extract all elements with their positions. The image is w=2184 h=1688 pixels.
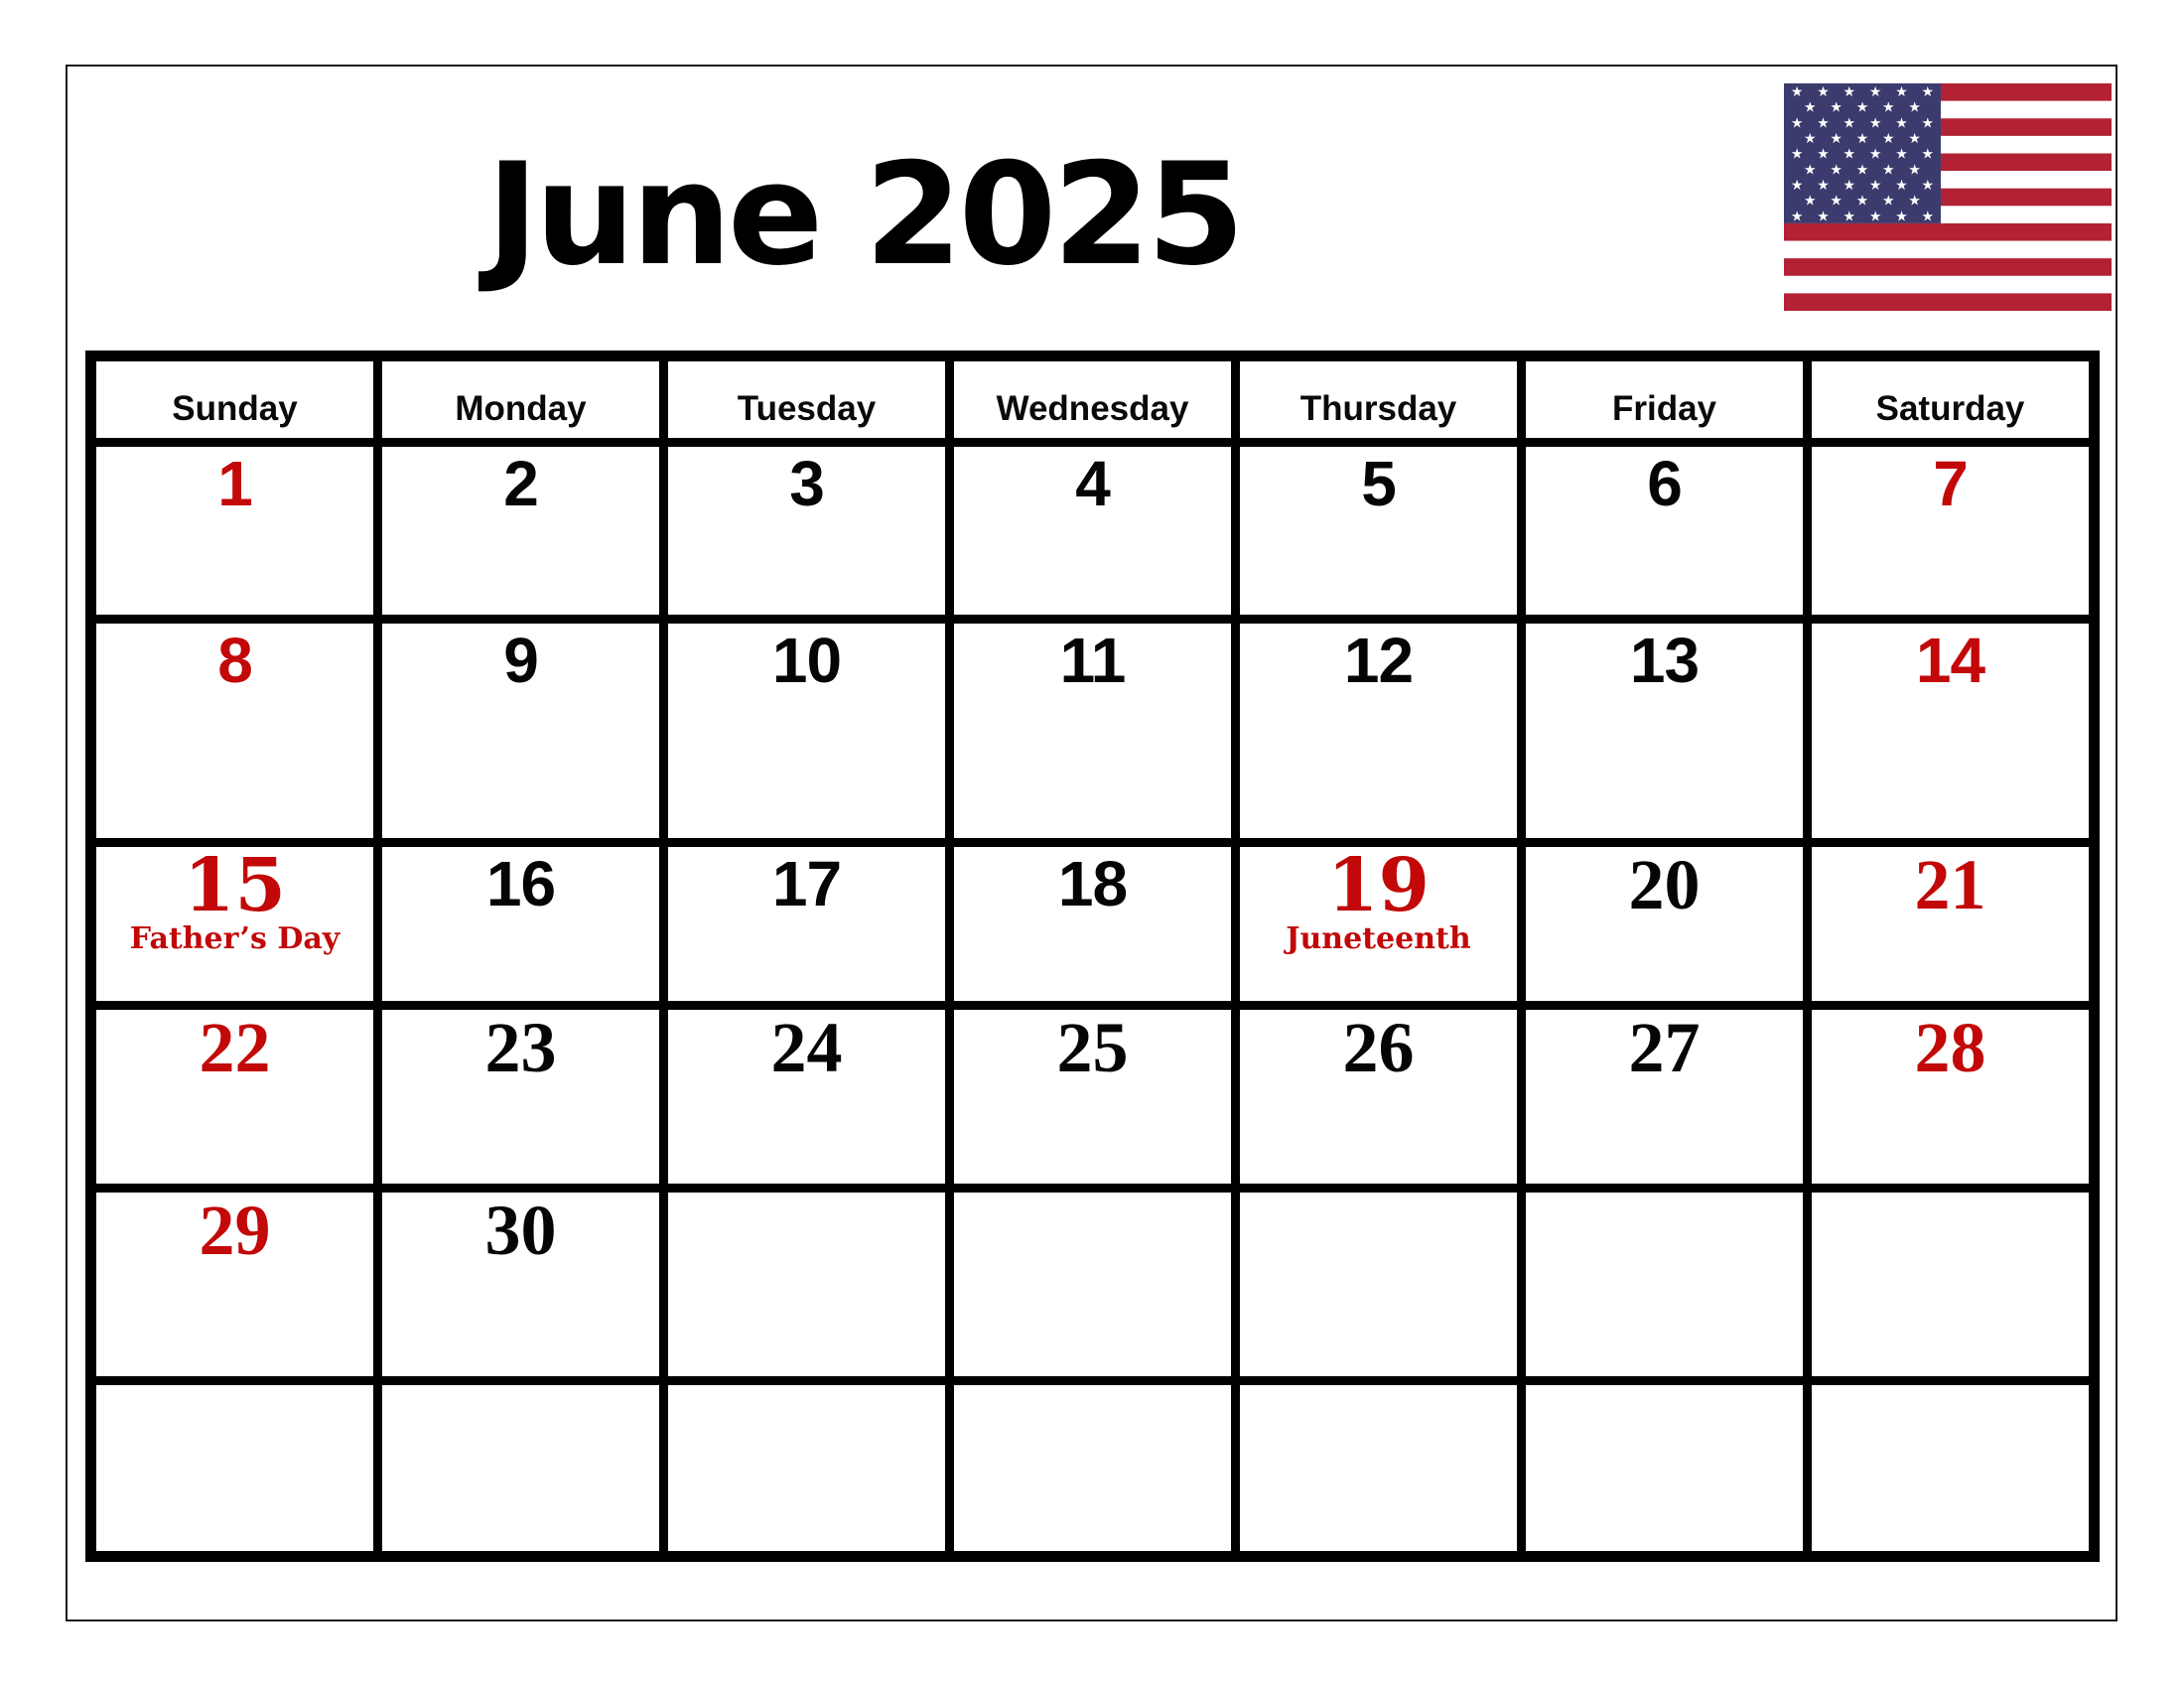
weekday-header-tuesday: Tuesday bbox=[668, 361, 945, 438]
day-number: 15 bbox=[184, 843, 286, 928]
svg-text:★: ★ bbox=[1817, 177, 1830, 194]
day-cell-13 bbox=[1526, 624, 1803, 838]
day-number: 12 bbox=[1343, 625, 1414, 696]
calendar-grid bbox=[85, 351, 2100, 1562]
day-cell-19 bbox=[1240, 843, 1517, 1001]
day-cell-empty bbox=[668, 1193, 945, 1376]
day-number: 17 bbox=[771, 848, 842, 919]
day-cell-29 bbox=[96, 1193, 373, 1376]
svg-text:★: ★ bbox=[1882, 193, 1895, 210]
svg-text:★: ★ bbox=[1817, 115, 1830, 132]
day-cell-7 bbox=[1812, 447, 2089, 615]
day-cell-empty bbox=[1526, 1385, 1803, 1551]
weekday-header-thursday: Thursday bbox=[1240, 361, 1517, 438]
day-number: 29 bbox=[199, 1191, 271, 1270]
day-cell-6 bbox=[1526, 447, 1803, 615]
svg-text:★: ★ bbox=[1790, 209, 1804, 225]
day-cell-5 bbox=[1240, 447, 1517, 615]
holiday-label: Father’s Day bbox=[129, 921, 341, 957]
day-cell-24 bbox=[668, 1010, 945, 1184]
day-cell-10 bbox=[668, 624, 945, 838]
day-cell-28 bbox=[1812, 1010, 2089, 1184]
svg-text:★: ★ bbox=[1790, 84, 1804, 101]
svg-text:★: ★ bbox=[1804, 162, 1817, 179]
day-number: 27 bbox=[1628, 1008, 1701, 1087]
holiday-label: Juneteenth bbox=[1286, 921, 1471, 957]
svg-text:★: ★ bbox=[1908, 99, 1921, 116]
day-cell-30 bbox=[382, 1193, 659, 1376]
day-cell-4 bbox=[954, 447, 1231, 615]
weekday-header-sunday: Sunday bbox=[96, 361, 373, 438]
weekday-header-saturday: Saturday bbox=[1812, 361, 2089, 438]
svg-text:★: ★ bbox=[1895, 177, 1908, 194]
svg-text:★: ★ bbox=[1830, 99, 1843, 116]
day-number: 14 bbox=[1915, 625, 1985, 696]
day-cell-8 bbox=[96, 624, 373, 838]
svg-text:★: ★ bbox=[1908, 193, 1921, 210]
svg-text:★: ★ bbox=[1843, 84, 1856, 101]
svg-text:★: ★ bbox=[1882, 162, 1895, 179]
day-number: 6 bbox=[1647, 448, 1682, 519]
day-cell-empty bbox=[1526, 1193, 1803, 1376]
svg-text:★: ★ bbox=[1855, 193, 1869, 210]
day-cell-empty bbox=[382, 1385, 659, 1551]
day-cell-16 bbox=[382, 847, 659, 1001]
day-cell-18 bbox=[954, 847, 1231, 1001]
us-flag-graphic bbox=[1784, 83, 2112, 311]
day-number: 1 bbox=[217, 448, 252, 519]
day-number: 25 bbox=[1056, 1008, 1129, 1087]
day-number: 21 bbox=[1914, 845, 1986, 924]
day-cell-11 bbox=[954, 624, 1231, 838]
day-number: 8 bbox=[217, 625, 252, 696]
day-cell-12 bbox=[1240, 624, 1517, 838]
day-cell-21 bbox=[1812, 847, 2089, 1001]
day-cell-3 bbox=[668, 447, 945, 615]
svg-text:★: ★ bbox=[1855, 131, 1869, 148]
day-cell-empty bbox=[1240, 1193, 1517, 1376]
svg-text:★: ★ bbox=[1817, 146, 1830, 163]
svg-text:★: ★ bbox=[1804, 193, 1817, 210]
day-cell-27 bbox=[1526, 1010, 1803, 1184]
day-cell-empty bbox=[96, 1385, 373, 1551]
page-title: June 2025 bbox=[486, 133, 1241, 297]
svg-text:★: ★ bbox=[1868, 177, 1882, 194]
svg-text:★: ★ bbox=[1868, 115, 1882, 132]
day-cell-23 bbox=[382, 1010, 659, 1184]
svg-text:★: ★ bbox=[1790, 115, 1804, 132]
svg-text:★: ★ bbox=[1830, 162, 1843, 179]
day-number: 24 bbox=[770, 1008, 843, 1087]
day-number: 5 bbox=[1361, 448, 1396, 519]
svg-text:★: ★ bbox=[1895, 115, 1908, 132]
day-cell-2 bbox=[382, 447, 659, 615]
svg-text:★: ★ bbox=[1882, 99, 1895, 116]
day-number: 30 bbox=[484, 1191, 557, 1270]
day-cell-empty bbox=[1812, 1193, 2089, 1376]
day-number: 22 bbox=[199, 1008, 271, 1087]
day-cell-26 bbox=[1240, 1010, 1517, 1184]
svg-text:★: ★ bbox=[1830, 131, 1843, 148]
svg-text:★: ★ bbox=[1817, 84, 1830, 101]
day-number: 11 bbox=[1059, 625, 1126, 696]
day-number: 23 bbox=[484, 1008, 557, 1087]
svg-text:★: ★ bbox=[1790, 146, 1804, 163]
day-number: 10 bbox=[771, 625, 842, 696]
svg-text:★: ★ bbox=[1843, 115, 1856, 132]
day-cell-15 bbox=[96, 843, 373, 1001]
day-number: 20 bbox=[1628, 845, 1701, 924]
day-cell-empty bbox=[954, 1193, 1231, 1376]
weekday-header-friday: Friday bbox=[1526, 361, 1803, 438]
day-cell-empty bbox=[954, 1385, 1231, 1551]
svg-text:★: ★ bbox=[1855, 99, 1869, 116]
svg-text:★: ★ bbox=[1895, 146, 1908, 163]
day-cell-20 bbox=[1526, 847, 1803, 1001]
svg-text:★: ★ bbox=[1921, 84, 1935, 101]
day-number: 7 bbox=[1933, 448, 1968, 519]
svg-text:★: ★ bbox=[1790, 177, 1804, 194]
svg-text:★: ★ bbox=[1843, 146, 1856, 163]
svg-text:★: ★ bbox=[1817, 209, 1830, 225]
day-cell-14 bbox=[1812, 624, 2089, 838]
day-number: 3 bbox=[789, 448, 824, 519]
day-cell-1 bbox=[96, 447, 373, 615]
day-number: 26 bbox=[1342, 1008, 1415, 1087]
day-number: 2 bbox=[503, 448, 538, 519]
svg-text:★: ★ bbox=[1921, 209, 1935, 225]
svg-text:★: ★ bbox=[1868, 84, 1882, 101]
svg-text:★: ★ bbox=[1843, 177, 1856, 194]
day-number: 9 bbox=[503, 625, 538, 696]
svg-text:★: ★ bbox=[1895, 209, 1908, 225]
svg-text:★: ★ bbox=[1830, 193, 1843, 210]
svg-text:★: ★ bbox=[1908, 162, 1921, 179]
day-cell-empty bbox=[1240, 1385, 1517, 1551]
svg-text:★: ★ bbox=[1804, 99, 1817, 116]
weekday-header-wednesday: Wednesday bbox=[954, 361, 1231, 438]
svg-text:★: ★ bbox=[1895, 84, 1908, 101]
svg-text:★: ★ bbox=[1855, 162, 1869, 179]
day-number: 28 bbox=[1914, 1008, 1986, 1087]
svg-text:★: ★ bbox=[1868, 146, 1882, 163]
svg-text:★: ★ bbox=[1804, 131, 1817, 148]
day-number: 18 bbox=[1057, 848, 1128, 919]
day-cell-22 bbox=[96, 1010, 373, 1184]
day-cell-25 bbox=[954, 1010, 1231, 1184]
day-cell-9 bbox=[382, 624, 659, 838]
weekday-header-monday: Monday bbox=[382, 361, 659, 438]
svg-text:★: ★ bbox=[1882, 131, 1895, 148]
day-cell-empty bbox=[1812, 1385, 2089, 1551]
svg-text:★: ★ bbox=[1868, 209, 1882, 225]
day-number: 16 bbox=[485, 848, 556, 919]
day-number: 19 bbox=[1327, 843, 1430, 928]
day-number: 4 bbox=[1075, 448, 1110, 519]
day-cell-empty bbox=[668, 1385, 945, 1551]
svg-text:★: ★ bbox=[1921, 177, 1935, 194]
us-flag-icon bbox=[1784, 83, 2112, 311]
svg-text:★: ★ bbox=[1908, 131, 1921, 148]
day-cell-17 bbox=[668, 847, 945, 1001]
svg-text:★: ★ bbox=[1921, 115, 1935, 132]
day-number: 13 bbox=[1629, 625, 1700, 696]
svg-text:★: ★ bbox=[1921, 146, 1935, 163]
svg-text:★: ★ bbox=[1843, 209, 1856, 225]
